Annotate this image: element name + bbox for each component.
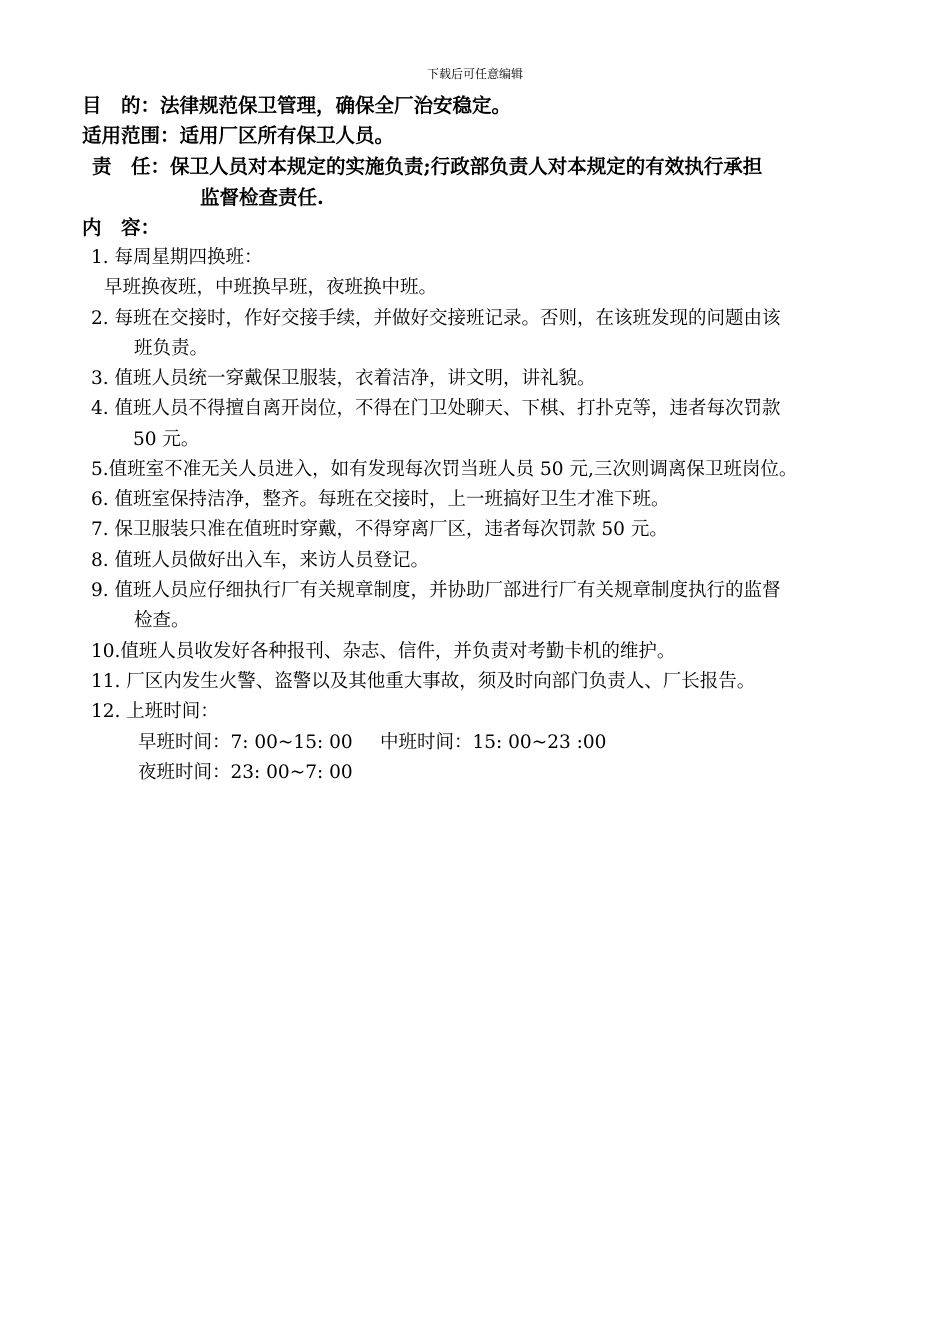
item-9-line-1: 9. 值班人员应仔细执行厂有关规章制度，并协助厂部进行厂有关规章制度执行的监督 — [91, 580, 781, 601]
item-2-line-1: 2. 每班在交接时，作好交接手续，并做好交接班记录。否则，在该班发现的问题由该 — [91, 308, 781, 329]
header-note: 下载后可任意编辑 — [426, 67, 523, 81]
shift-morning: 早班时间：7: 00~15: 00 — [138, 732, 353, 753]
item-5: 5.值班室不准无关人员进入，如有发现每次罚当班人员 50 元,三次则调离保卫班岗位。 — [91, 459, 798, 480]
item-4-line-1: 4. 值班人员不得擅自离开岗位，不得在门卫处聊天、下棋、打扑克等，违者每次罚款 — [91, 398, 781, 419]
responsibility-line — [92, 153, 762, 181]
item-9-line-2: 检查。 — [134, 610, 190, 631]
item-7: 7. 保卫服装只准在值班时穿戴，不得穿离厂区，违者每次罚款 50 元。 — [91, 519, 668, 540]
item-11: 11. 厂区内发生火警、盗警以及其他重大事故，须及时向部门负责人、厂长报告。 — [91, 671, 756, 692]
purpose-line — [82, 92, 511, 120]
scope-line — [82, 122, 394, 150]
responsibility-text-1: 保卫人员对本规定的实施负责;行政部负责人对本规定的有效执行承担 — [170, 155, 763, 178]
item-3: 3. 值班人员统一穿戴保卫服装，衣着洁净，讲文明，讲礼貌。 — [91, 368, 596, 389]
item-10: 10.值班人员收发好各种报刊、杂志、信件，并负责对考勤卡机的维护。 — [91, 641, 676, 662]
item-1: 1. 每周星期四换班： — [91, 247, 263, 268]
item-2-line-2: 班负责。 — [134, 338, 209, 359]
scope-text: 适用厂区所有保卫人员。 — [179, 124, 395, 147]
scope-label: 适用范围： — [82, 124, 180, 147]
responsibility-label: 责 任： — [92, 155, 171, 178]
shift-middle: 中班时间：15: 00~23 :00 — [380, 732, 607, 753]
item-4-line-2: 50 元。 — [133, 429, 200, 450]
item-6: 6. 值班室保持洁净，整齐。每班在交接时，上一班搞好卫生才准下班。 — [91, 489, 670, 510]
purpose-label: 目 的： — [82, 94, 161, 117]
responsibility-text-2: 监督检查责任. — [200, 186, 324, 209]
purpose-text: 法律规范保卫管理，确保全厂治安稳定。 — [160, 94, 512, 117]
content-label: 内 容： — [82, 216, 161, 239]
item-1-sub: 早班换夜班，中班换早班，夜班换中班。 — [104, 277, 438, 298]
shift-night: 夜班时间：23: 00~7: 00 — [138, 762, 353, 783]
item-12: 12. 上班时间： — [91, 701, 219, 722]
item-8: 8. 值班人员做好出入车，来访人员登记。 — [91, 550, 430, 571]
